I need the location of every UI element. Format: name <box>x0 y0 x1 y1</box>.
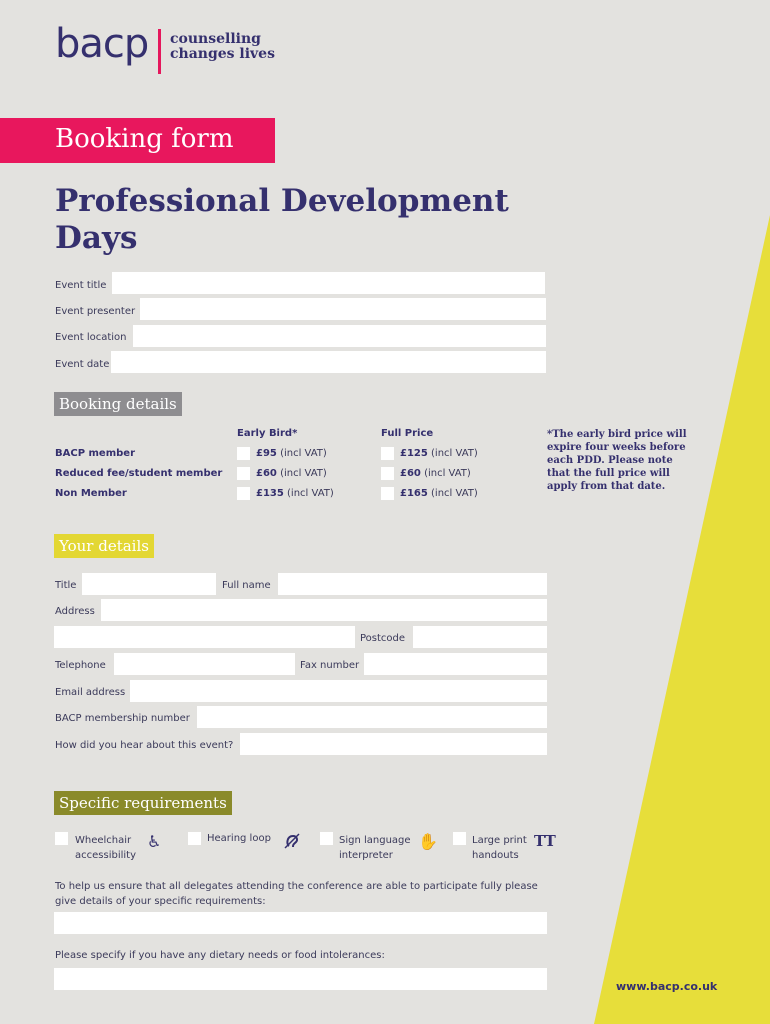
large-print-checkbox[interactable] <box>453 832 466 845</box>
requirements-prompt: To help us ensure that all delegates attending the conference are able to participate fully please give details of your specific requirements: <box>55 881 538 907</box>
price-full-nonmember: £165 (incl VAT) <box>400 488 478 499</box>
hear-label: How did you hear about this event? <box>55 740 234 751</box>
row-label: Reduced fee/student member <box>55 468 223 479</box>
page-title: Professional Development Days <box>55 183 509 256</box>
full-price-nonmember-checkbox[interactable] <box>381 487 394 500</box>
price-full-reduced: £60 (incl VAT) <box>400 468 471 479</box>
full-name-label: Full name <box>222 580 271 591</box>
full-price-header: Full Price <box>381 428 434 439</box>
hear-field[interactable] <box>240 733 547 755</box>
membership-label: BACP membership number <box>55 713 190 724</box>
dietary-field[interactable] <box>54 968 547 990</box>
title-label: Title <box>55 580 77 591</box>
wheelchair-label: Wheelchair accessibility <box>75 835 136 861</box>
event-date-field[interactable] <box>111 351 546 373</box>
early-bird-nonmember-checkbox[interactable] <box>237 487 250 500</box>
requirements-heading: Specific requirements <box>54 791 232 815</box>
price-full-member: £125 (incl VAT) <box>400 448 478 459</box>
price-early-member: £95 (incl VAT) <box>256 448 327 459</box>
large-print-label: Large print handouts <box>472 835 527 861</box>
telephone-label: Telephone <box>55 660 106 671</box>
hearing-loop-label: Hearing loop <box>207 833 271 844</box>
sign-language-checkbox[interactable] <box>320 832 333 845</box>
event-date-label: Event date <box>55 359 110 370</box>
large-print-icon: TT <box>534 832 556 850</box>
row-label: Non Member <box>55 488 127 499</box>
bacp-logo: bacp <box>55 21 149 67</box>
telephone-field[interactable] <box>114 653 295 675</box>
banner-label: Booking form <box>55 124 234 154</box>
row-label: BACP member <box>55 448 136 459</box>
booking-form-banner <box>0 118 275 163</box>
logo-tagline: counselling changes lives <box>170 31 275 62</box>
sign-language-icon: ✋ <box>418 832 438 851</box>
event-location-label: Event location <box>55 332 127 343</box>
address-field-1[interactable] <box>101 599 547 621</box>
event-title-field[interactable] <box>112 272 545 294</box>
price-early-nonmember: £135 (incl VAT) <box>256 488 334 499</box>
wheelchair-icon: ♿ <box>147 832 162 851</box>
hearing-loop-icon <box>283 832 301 850</box>
full-price-reduced-checkbox[interactable] <box>381 467 394 480</box>
event-presenter-label: Event presenter <box>55 306 136 317</box>
full-name-field[interactable] <box>278 573 547 595</box>
membership-field[interactable] <box>197 706 547 728</box>
title-field[interactable] <box>82 573 216 595</box>
requirements-field[interactable] <box>54 912 547 934</box>
sign-language-label: Sign language interpreter <box>339 835 411 861</box>
logo-divider <box>158 29 161 74</box>
wheelchair-checkbox[interactable] <box>55 832 68 845</box>
fax-label: Fax number <box>300 660 360 671</box>
hearing-loop-checkbox[interactable] <box>188 832 201 845</box>
early-bird-note: *The early bird price will expire four weeks before each PDD. Please note that the full price will apply from that date. <box>547 429 687 492</box>
early-bird-reduced-checkbox[interactable] <box>237 467 250 480</box>
fax-field[interactable] <box>364 653 547 675</box>
event-title-label: Event title <box>55 280 107 291</box>
address-label: Address <box>55 606 95 617</box>
your-details-heading: Your details <box>54 534 154 558</box>
footer-url[interactable]: www.bacp.co.uk <box>616 980 718 993</box>
early-bird-member-checkbox[interactable] <box>237 447 250 460</box>
postcode-field[interactable] <box>413 626 547 648</box>
dietary-prompt: Please specify if you have any dietary needs or food intolerances: <box>55 950 385 961</box>
address-field-2[interactable] <box>54 626 355 648</box>
booking-details-heading: Booking details <box>54 392 182 416</box>
full-price-member-checkbox[interactable] <box>381 447 394 460</box>
email-label: Email address <box>55 687 126 698</box>
early-bird-header: Early Bird* <box>237 428 298 439</box>
event-presenter-field[interactable] <box>140 298 546 320</box>
email-field[interactable] <box>130 680 547 702</box>
postcode-label: Postcode <box>360 633 406 644</box>
event-location-field[interactable] <box>133 325 546 347</box>
price-early-reduced: £60 (incl VAT) <box>256 468 327 479</box>
